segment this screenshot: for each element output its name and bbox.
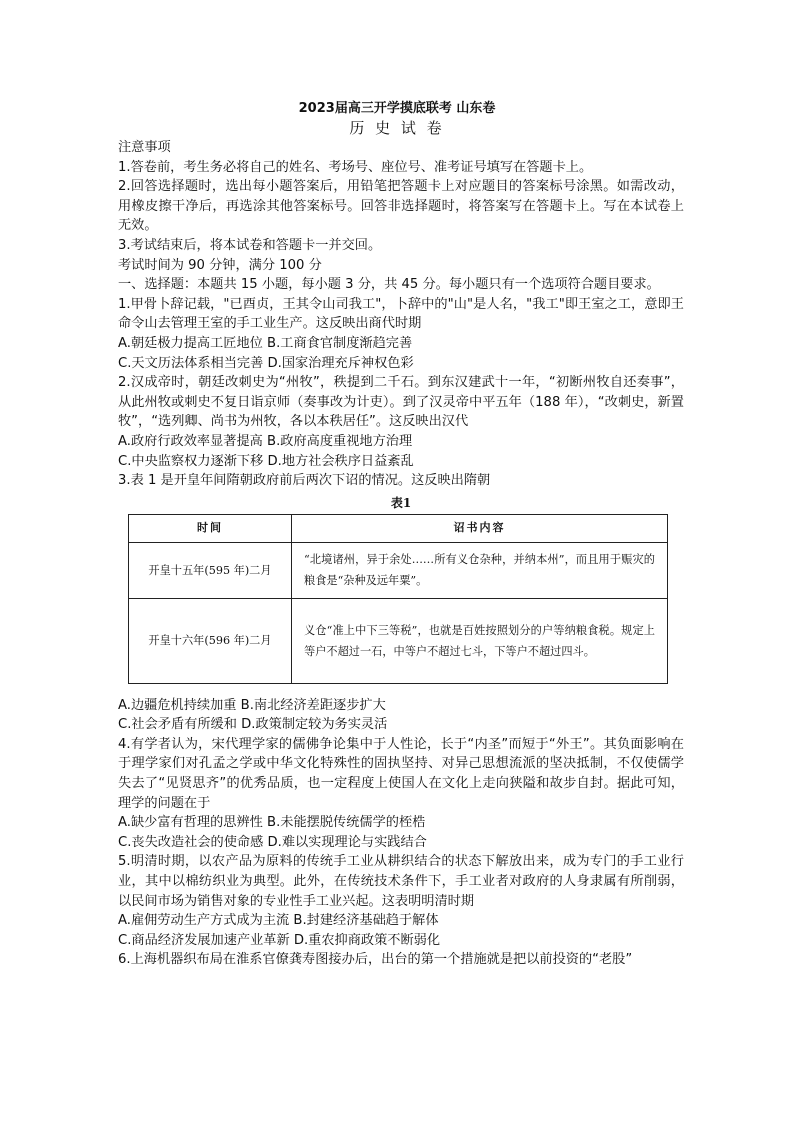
question-1-stem: 1.甲骨卜辞记载，"已酉贞，王其令山司我工"，卜辞中的"山"是人名，"我工"即王室之工，意即王命令山去管理王室的手工业生产。这反映出商代时期 — [118, 296, 684, 332]
notice-item-2: 2.回答选择题时，选出每小题答案后，用铅笔把答题卡上对应题目的答案标号涂黑。如需改动，用橡皮擦干净后，再选涂其他答案标号。回答非选择题时，将答案写在答题卡上。写在本试卷上无效。 — [118, 179, 684, 234]
question-5-stem: 5.明清时期，以农产品为原料的传统手工业从耕织结合的状态下解放出来，成为专门的手工业行业，其中以棉纺织业为典型。此外，在传统技术条件下，手工业者对政府的人身隶属有所削弱，以民间市场为销售对象的专业性手工业兴起。这表明明清时期 — [118, 854, 684, 909]
question-5-options-ab: A.雇佣劳动生产方式成为主流 B.封建经济基础趋于解体 — [118, 913, 439, 929]
question-4-options-cd: C.丧失改造社会的使命感 D.难以实现理论与实践结合 — [118, 834, 427, 850]
table-cell-content: 义仓“准上中下三等税”，也就是百姓按照划分的户等纳粮食税。规定上等户不超过一石，中等户不超过七斗，下等户不超过四斗。 — [292, 598, 668, 683]
table-header-time: 时间 — [129, 514, 292, 542]
table-cell-time: 开皇十六年(596 年)二月 — [129, 598, 292, 683]
question-2-options-ab: A.政府行政效率显著提高 B.政府高度重视地方治理 — [118, 433, 413, 449]
table-row — [129, 598, 668, 683]
table-header-content: 诏书内容 — [292, 514, 668, 542]
exam-title: 2023届高三开学摸底联考 山东卷 — [298, 101, 496, 116]
exam-time-info: 考试时间为 90 分钟，满分 100 分 — [118, 257, 322, 273]
table-row — [129, 542, 668, 598]
question-2-stem: 2.汉成帝时，朝廷改刺史为“州牧”，秩提到二千石。到东汉建武十一年，“初断州牧自还奏事”，从此州牧或刺史不复日诣京师（奏事改为计吏）。到了汉灵帝中平五年（188 年），“改刺史，新置牧”，“选列卿、尚书为州牧，各以本秩居任”。这反映出汉代 — [118, 375, 684, 430]
question-4-stem: 4.有学者认为，宋代理学家的儒佛争论集中于人性论，长于“内圣”而短于“外王”。其负面影响在于理学家们对孔孟之学或中华文化特殊性的固执坚持、对异己思想流派的坚决抵制，不仅使儒学失去了“见贤思齐”的优秀品质，也一定程度上使国人在文化上走向狭隘和故步自封。据此可知，理学的问题在于 — [118, 736, 684, 811]
decree-table — [128, 514, 668, 684]
question-3-options-cd: C.社会矛盾有所缓和 D.政策制定较为务实灵活 — [118, 717, 388, 733]
question-2-options-cd: C.中央监察权力逐渐下移 D.地方社会秩序日益紊乱 — [118, 453, 414, 469]
notice-heading: 注意事项 — [118, 140, 171, 155]
question-3-stem: 3.表 1 是开皇年间隋朝政府前后两次下诏的情况。这反映出隋朝 — [118, 473, 491, 489]
table-header-row — [129, 514, 668, 542]
question-5-options-cd: C.商品经济发展加速产业革新 D.重农抑商政策不断弱化 — [118, 932, 441, 948]
question-4-options-ab: A.缺少富有哲理的思辨性 B.未能摆脱传统儒学的桎梏 — [118, 815, 426, 831]
notice-item-1: 1.答卷前，考生务必将自己的姓名、考场号、座位号、准考证号填写在答题卡上。 — [118, 159, 593, 175]
question-1-options-ab: A.朝廷极力提高工匠地位 B.工商食官制度渐趋完善 — [118, 335, 413, 351]
exam-body — [118, 138, 684, 970]
section-heading: 一、选择题：本题共 15 小题，每小题 3 分，共 45 分。每小题只有一个选项符合题目要求。 — [118, 277, 660, 293]
question-3-options-ab: A.边疆危机持续加重 B.南北经济差距逐步扩大 — [118, 697, 386, 713]
table-spacer — [118, 684, 684, 696]
exam-subject-title: 历 史 试 卷 — [349, 119, 445, 137]
table-caption: 表1 — [390, 495, 412, 510]
question-1-options-cd: C.天文历法体系相当完善 D.国家治理充斥神权色彩 — [118, 355, 414, 371]
table-cell-time: 开皇十五年(595 年)二月 — [129, 542, 292, 598]
notice-item-3: 3.考试结束后，将本试卷和答题卡一并交回。 — [118, 237, 382, 253]
table-cell-content: “北境诸州，异于余处……所有义仓杂种，并纳本州”，而且用于赈灾的粮食是“杂种及远年粟”。 — [292, 542, 668, 598]
question-6-stem: 6.上海机器织布局在淮系官僚龚寿图接办后，出台的第一个措施就是把以前投资的“老股” — [118, 952, 633, 968]
